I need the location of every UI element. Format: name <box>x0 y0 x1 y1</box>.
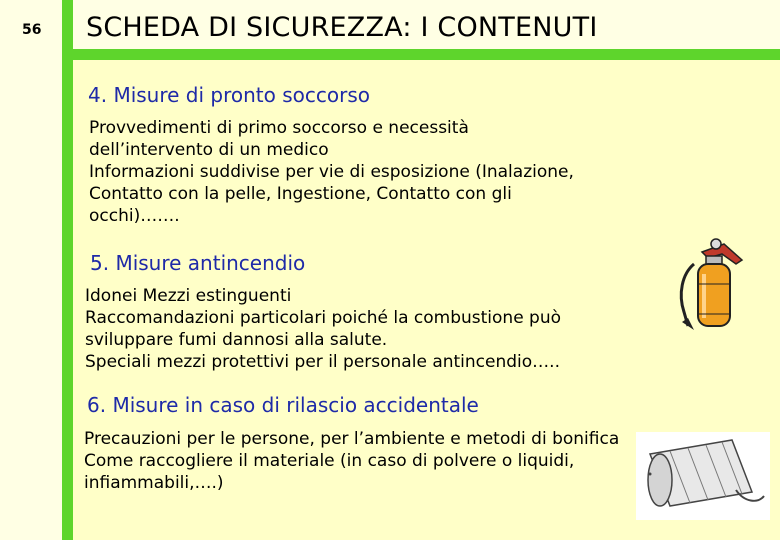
text-line: Come raccogliere il materiale (in caso di polvere o liquidi, <box>84 451 575 471</box>
text-line: dell’intervento di un medico <box>89 140 329 160</box>
text-line: Raccomandazioni particolari poiché la combustione può <box>85 308 562 328</box>
section-body-firefighting <box>85 285 561 373</box>
section-heading-accidental-release: 6. Misure in caso di rilascio accidentale <box>87 393 479 417</box>
fire-extinguisher-icon <box>672 234 752 334</box>
text-line: Speciali mezzi protettivi per il personale antincendio….. <box>85 352 560 372</box>
text-line: Idonei Mezzi estinguenti <box>85 286 292 306</box>
slide-number: 56 <box>22 22 42 38</box>
slide-title: SCHEDA DI SICUREZZA: I CONTENUTI <box>86 12 598 43</box>
left-margin <box>0 0 72 540</box>
text-line: Provvedimenti di primo soccorso e necessità <box>89 118 469 138</box>
text-line: occhi)……. <box>89 206 180 226</box>
section-heading-first-aid: 4. Misure di pronto soccorso <box>88 83 370 107</box>
section-body-accidental-release <box>84 428 619 494</box>
text-line: sviluppare fumi dannosi alla salute. <box>85 330 388 350</box>
text-line: Informazioni suddivise per vie di esposizione (Inalazione, <box>89 162 574 182</box>
text-line: Precauzioni per le persone, per l’ambiente e metodi di bonifica <box>84 429 620 449</box>
section-heading-firefighting: 5. Misure antincendio <box>90 251 306 275</box>
left-green-stripe <box>62 0 73 540</box>
text-line: infiammabili,….) <box>84 473 224 493</box>
section-body-first-aid <box>89 117 574 227</box>
absorbent-roll-icon <box>636 432 770 520</box>
text-line: Contatto con la pelle, Ingestione, Contatto con gli <box>89 184 512 204</box>
